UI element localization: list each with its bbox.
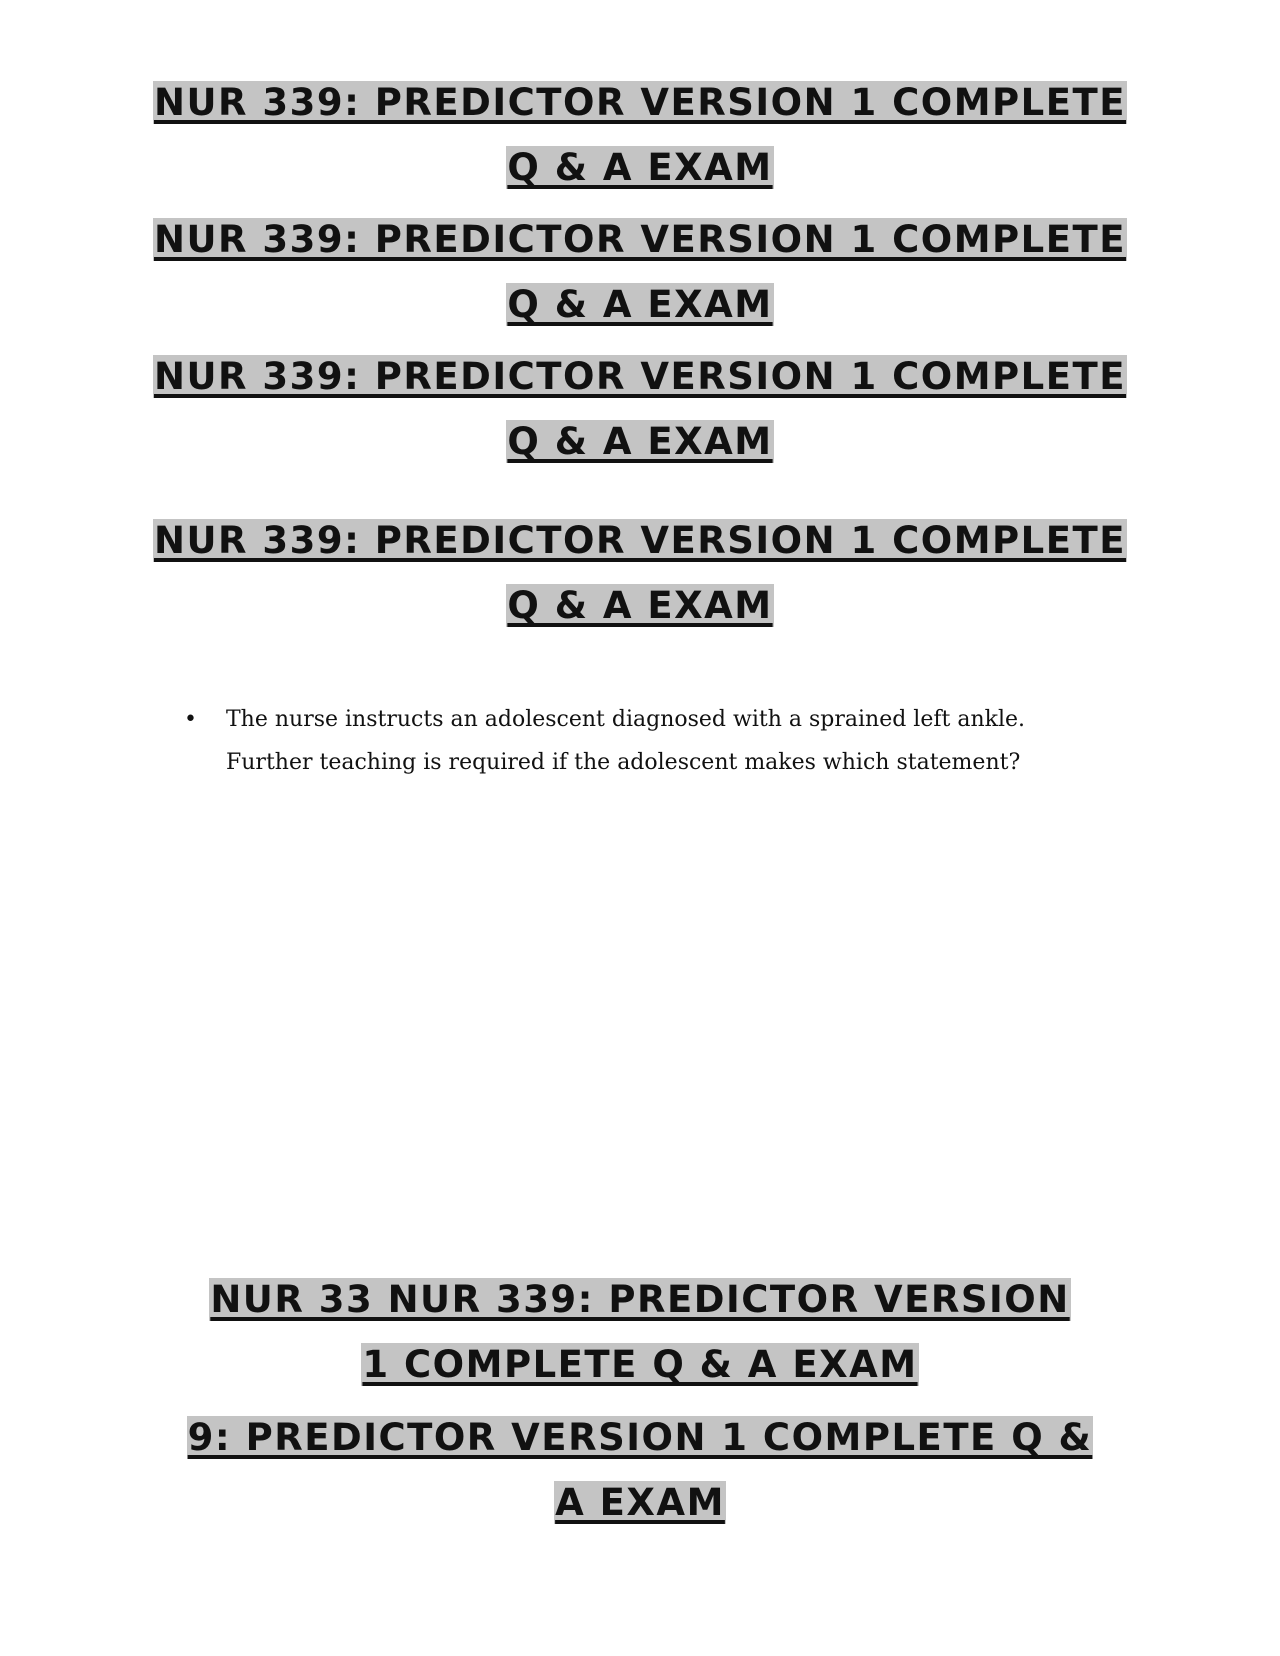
bullet-marker: •: [184, 707, 197, 732]
page-title: [140, 70, 1140, 200]
title-text: 9: PREDICTOR VERSION 1 COMPLETE Q & A EXAM: [187, 1416, 1093, 1524]
title-text: NUR 339: PREDICTOR VERSION 1 COMPLETE Q & A EXAM: [153, 519, 1127, 627]
title-text: NUR 339: PREDICTOR VERSION 1 COMPLETE Q & A EXAM: [153, 355, 1127, 463]
question-list: [180, 698, 1100, 784]
title-text: NUR 339: PREDICTOR VERSION 1 COMPLETE Q & A EXAM: [153, 218, 1127, 326]
repeated-title: [140, 508, 1140, 638]
title-text: NUR 339: PREDICTOR VERSION 1 COMPLETE Q & A EXAM: [153, 81, 1127, 189]
title-text: NUR 33 NUR 339: PREDICTOR VERSION 1 COMPLETE Q & A EXAM: [210, 1278, 1070, 1386]
footer-title: [190, 1267, 1090, 1397]
repeated-title: [140, 207, 1140, 337]
footer-title: [175, 1405, 1105, 1535]
repeated-title: [140, 344, 1140, 474]
question-text: The nurse instructs an adolescent diagnosed with a sprained left ankle. Further teaching is required if the adolescent makes which statement?: [226, 707, 1025, 775]
question-item: [180, 698, 1100, 784]
